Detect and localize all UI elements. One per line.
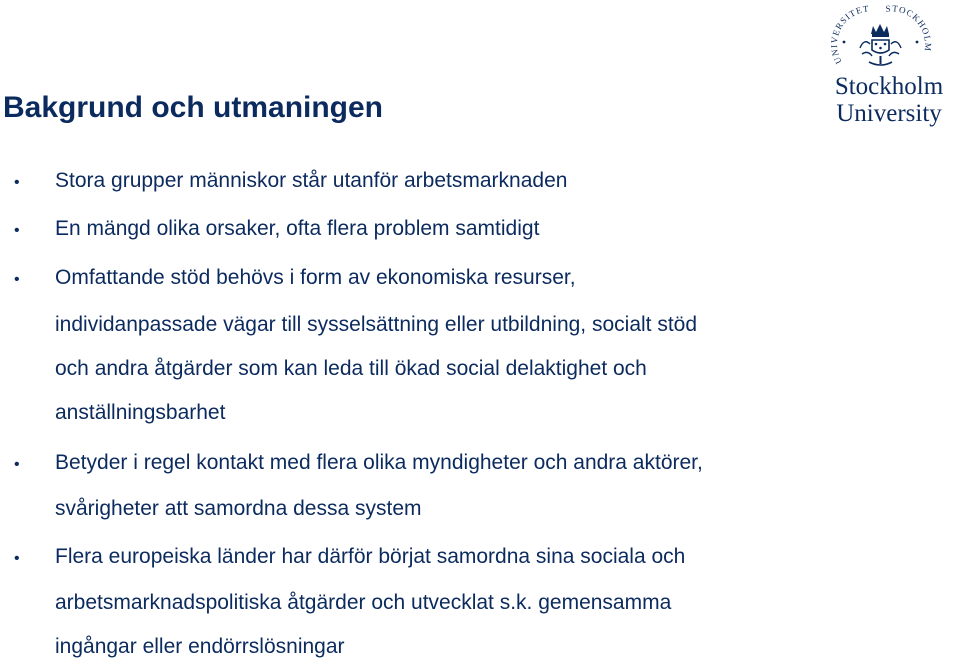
bullet-5-line-3: ingångar eller endörrslösningar [55,635,345,658]
university-seal-icon [824,4,954,129]
bullet-3-line-4: anställningsbarhet [55,401,226,424]
bullet-marker: • [14,550,20,567]
bullet-4-line-1: Betyder i regel kontakt med flera olika myndigheter och andra aktörer, [55,451,703,474]
bullet-1-line-1: Stora grupper människor står utanför arbetsmarknaden [55,169,568,192]
bullet-5-line-2: arbetsmarknadspolitiska åtgärder och utvecklat s.k. gemensamma [55,591,672,614]
bullet-3-line-1: Omfattande stöd behövs i form av ekonomiska resurser, [55,266,576,289]
bullet-marker: • [14,456,20,473]
bullet-marker: • [14,222,20,239]
slide-title: Bakgrund och utmaningen [3,91,384,124]
bullet-5-line-1: Flera europeiska länder har därför börjat samordna sina sociala och [55,545,686,568]
bullet-3-line-2: individanpassade vägar till sysselsättning eller utbildning, socialt stöd [55,313,698,336]
bullet-marker: • [14,174,20,191]
svg-text:STOCKHOLM: STOCKHOLM [885,4,934,53]
logo-name-line2: University [836,100,942,127]
bullet-2-line-1: En mängd olika orsaker, ofta flera problem samtidigt [55,217,540,240]
svg-text:UNIVERSITET: UNIVERSITET [828,4,870,66]
bullet-3-line-3: och andra åtgärder som kan leda till ökad social delaktighet och [55,357,647,380]
bullet-marker: • [14,271,20,288]
logo-name-line1: Stockholm [834,73,944,100]
bullet-4-line-2: svårigheter att samordna dessa system [55,497,422,520]
stockholm-university-logo [824,4,954,129]
